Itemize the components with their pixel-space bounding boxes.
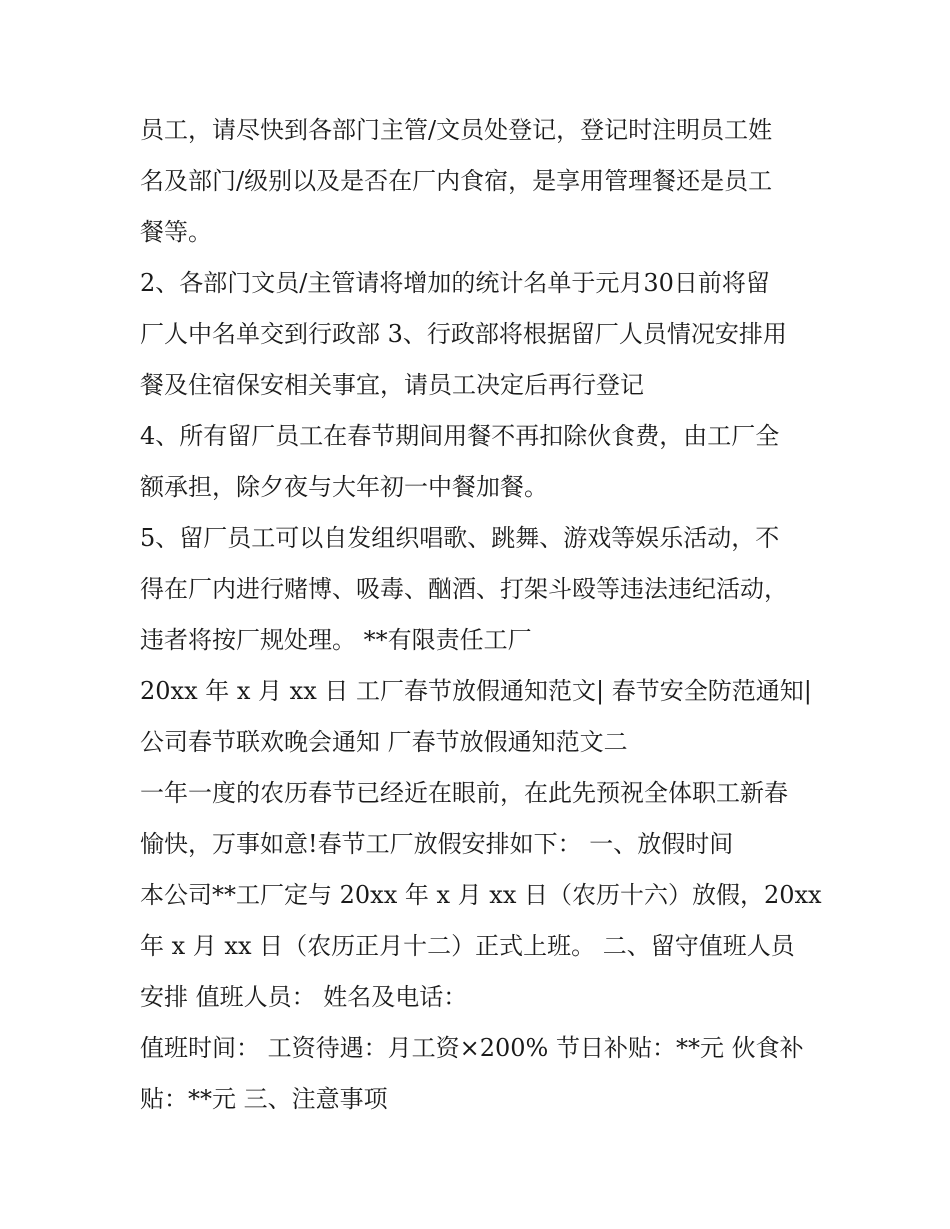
text-line-12: 20xx 年 x 月 xx 日 工厂春节放假通知范文| 春节安全防范通知| bbox=[140, 677, 812, 705]
text-line-6: 餐及住宿保安相关事宜，请员工决定后再行登记 bbox=[140, 371, 644, 399]
text-line-1: 员工，请尽快到各部门主管/文员处登记，登记时注明员工姓 bbox=[140, 116, 773, 144]
text-line-16: 本公司**工厂定与 20xx 年 x 月 xx 日（农历十六）放假，20xx bbox=[140, 881, 822, 909]
text-line-15: 愉快，万事如意!春节工厂放假安排如下： 一、放假时间 bbox=[140, 830, 734, 858]
text-line-10: 得在厂内进行赌博、吸毒、酗酒、打架斗殴等违法违纪活动， bbox=[140, 575, 788, 603]
document-body bbox=[140, 105, 830, 1125]
text-line-8: 额承担，除夕夜与大年初一中餐加餐。 bbox=[140, 473, 548, 501]
text-line-11: 违者将按厂规处理。 **有限责任工厂 bbox=[140, 626, 532, 654]
text-line-7: 4、所有留厂员工在春节期间用餐不再扣除伙食费，由工厂全 bbox=[140, 422, 780, 450]
text-line-9: 5、留厂员工可以自发组织唱歌、跳舞、游戏等娱乐活动，不 bbox=[140, 524, 780, 552]
text-line-17: 年 x 月 xx 日（农历正月十二）正式上班。 二、留守值班人员 bbox=[140, 932, 795, 960]
text-line-13: 公司春节联欢晚会通知 厂春节放假通知范文二 bbox=[140, 728, 628, 756]
text-line-2: 名及部门/级别以及是否在厂内食宿，是享用管理餐还是员工 bbox=[140, 167, 773, 195]
text-line-20: 贴：**元 三、注意事项 bbox=[140, 1085, 388, 1113]
text-line-14: 一年一度的农历春节已经近在眼前，在此先预祝全体职工新春 bbox=[140, 779, 788, 807]
text-line-5: 厂人中名单交到行政部 3、行政部将根据留厂人员情况安排用 bbox=[140, 320, 787, 348]
text-line-19: 值班时间： 工资待遇：月工资×200% 节日补贴：**元 伙食补 bbox=[140, 1034, 804, 1062]
text-line-3: 餐等。 bbox=[140, 218, 212, 246]
text-line-18: 安排 值班人员： 姓名及电话： bbox=[140, 983, 468, 1011]
text-line-4: 2、各部门文员/主管请将增加的统计名单于元月30日前将留 bbox=[140, 269, 770, 297]
